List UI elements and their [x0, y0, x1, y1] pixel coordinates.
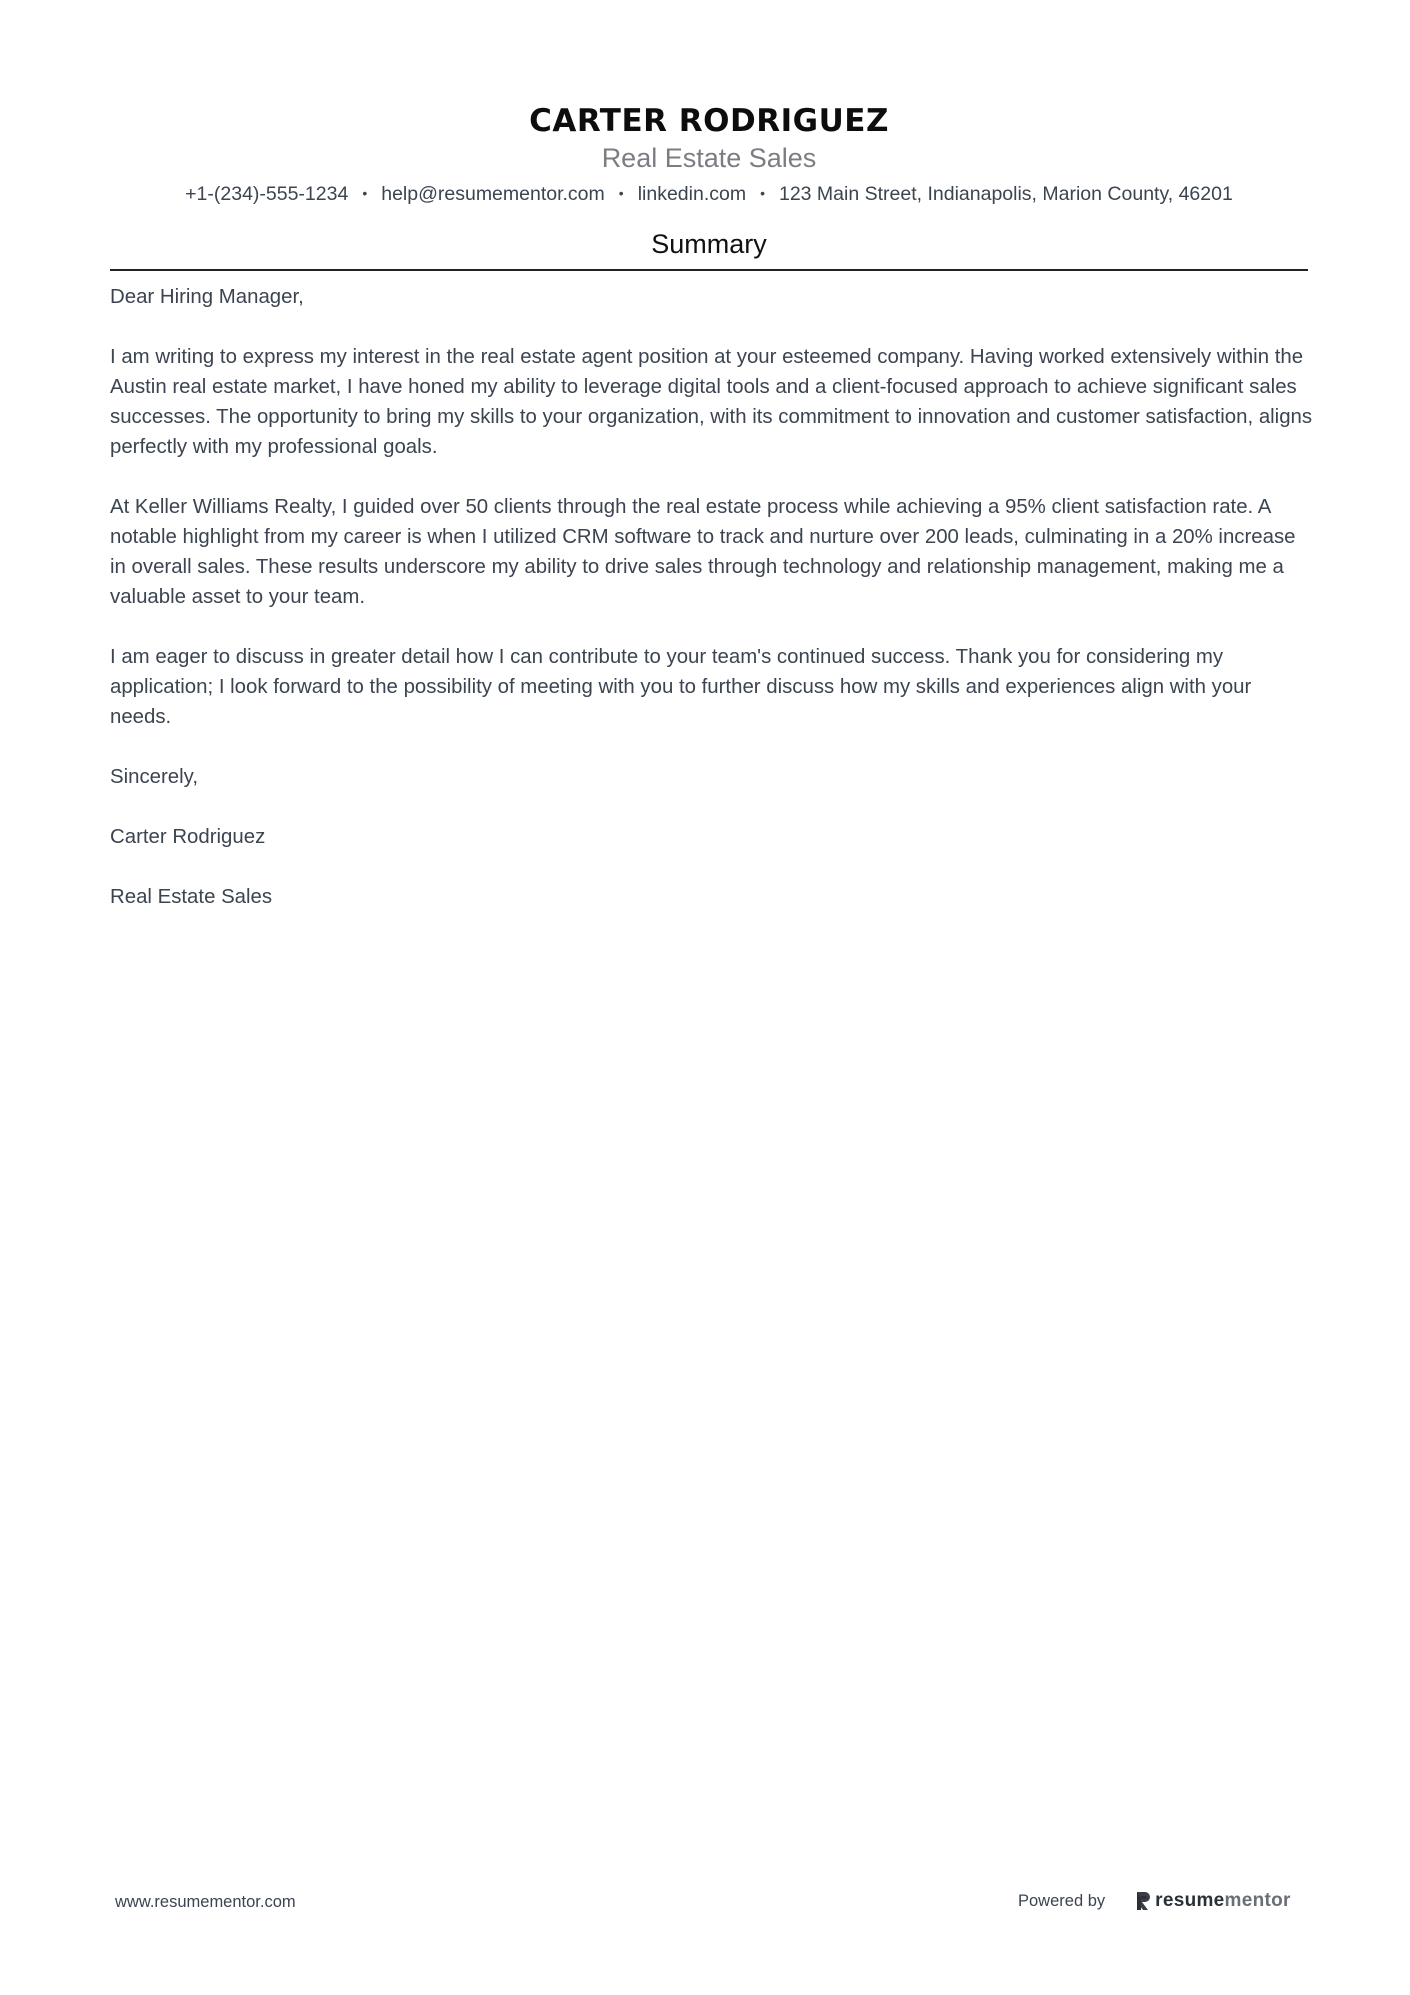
- letter-paragraph: I am eager to discuss in greater detail how I can contribute to your team's continued success. Thank you for considering my application; I look forward to the possibility of meeting with you to further discuss how my skills and experiences align with your needs.: [110, 646, 1252, 728]
- separator-dot: •: [362, 185, 368, 201]
- letter-paragraph: I am writing to express my interest in the real estate agent position at your esteemed company. Having worked extensively within the Austin real estate market, I have honed my ability to leverage digital tools and a client-focused approach to achieve significant sales successes. The opportunity to bring my skills to your organization, with its commitment to innovation and customer satisfaction, aligns perfectly with my professional goals.: [110, 346, 1313, 458]
- footer-branding: [1018, 1890, 1291, 1912]
- contact-line: [110, 178, 1308, 209]
- resumementor-logo-icon: [1135, 1891, 1151, 1911]
- candidate-title: Real Estate Sales: [601, 143, 817, 173]
- brand-logo[interactable]: [1135, 1890, 1291, 1912]
- contact-address: 123 Main Street, Indianapolis, Marion County, 46201: [778, 183, 1233, 205]
- section-title-summary: Summary: [651, 229, 767, 259]
- separator-dot: •: [760, 185, 765, 201]
- letter-greeting: Dear Hiring Manager,: [110, 286, 304, 308]
- candidate-name: CARTER RODRIGUEZ: [529, 103, 889, 139]
- powered-by-label: Powered by: [1018, 1891, 1106, 1910]
- contact-email[interactable]: help@resumementor.com: [381, 183, 605, 205]
- section-divider: [110, 269, 1308, 271]
- contact-linkedin[interactable]: linkedin.com: [637, 183, 747, 205]
- footer-website[interactable]: www.resumementor.com: [115, 1893, 296, 1911]
- letter-body: [110, 282, 1315, 942]
- brand-name-light: mentor: [1224, 1890, 1291, 1911]
- header: [110, 100, 1308, 209]
- signature-name: Carter Rodriguez: [110, 826, 266, 848]
- separator-dot: •: [618, 185, 624, 201]
- letter-closing: Sincerely,: [110, 766, 199, 788]
- signature-title: Real Estate Sales: [110, 886, 273, 908]
- letter-paragraph: At Keller Williams Realty, I guided over 50 clients through the real estate process while achieving a 95% client satisfaction rate. A notable highlight from my career is when I utilized CRM software to track and nurture over 200 leads, culminating in a 20% increase in overall sales. These results underscore my ability to drive sales through technology and relationship management, making me a valuable asset to your team.: [110, 496, 1296, 608]
- contact-phone: +1-(234)-555-1234: [185, 183, 349, 205]
- brand-name-bold: resume: [1155, 1890, 1225, 1911]
